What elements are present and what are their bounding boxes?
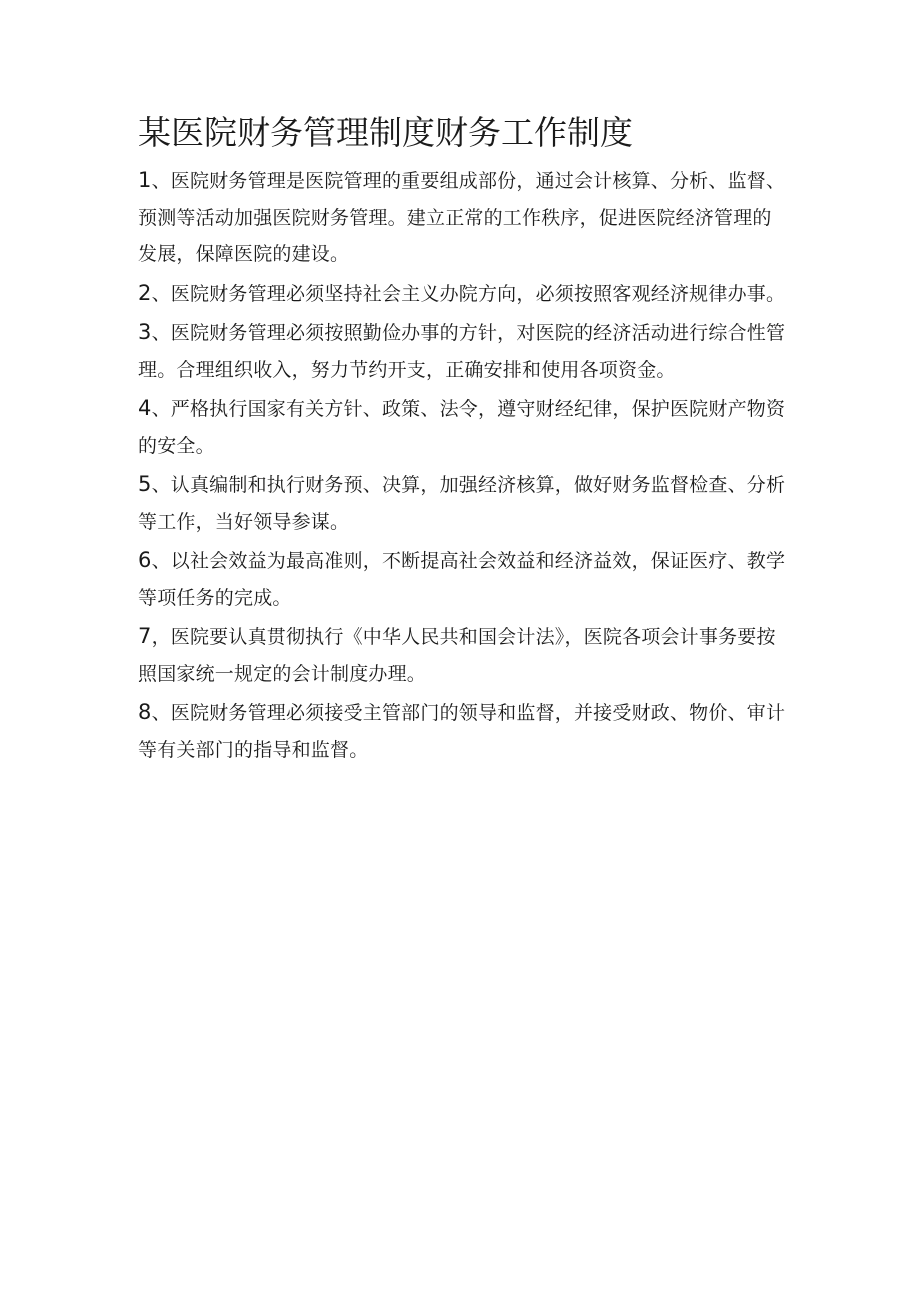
clause-number: 6 (138, 548, 152, 572)
clause-number: 3 (138, 320, 152, 344)
document-title: 某医院财务管理制度财务工作制度 (138, 113, 633, 152)
clause-list (138, 162, 788, 768)
clause-separator: 、 (151, 398, 171, 420)
clause-item (138, 618, 788, 692)
clause-text: 医院财务管理必须按照勤俭办事的方针，对医院的经济活动进行综合性管理。合理组织收入，努力节约开支，正确安排和使用各项资金。 (138, 322, 786, 381)
clause-separator: 、 (151, 282, 171, 305)
clause-item (138, 390, 788, 464)
clause-separator: 、 (151, 322, 171, 344)
clause-text: 医院财务管理必须接受主管部门的领导和监督，并接受财政、物价、审计等有关部门的指导和监督。 (138, 702, 786, 761)
clause-item (138, 162, 788, 273)
clause-separator: 、 (151, 474, 171, 496)
clause-item (138, 542, 788, 616)
clause-text: 以社会效益为最高准则，不断提高社会效益和经济益效，保证医疗、教学等项任务的完成。 (138, 550, 786, 609)
clause-separator: ， (151, 626, 171, 648)
clause-text: 医院要认真贯彻执行《中华人民共和国会计法》，医院各项会计事务要按照国家统一规定的会计制度办理。 (138, 626, 776, 685)
clause-text: 医院财务管理是医院管理的重要组成部份，通过会计核算、分析、监督、预测等活动加强医院财务管理。建立正常的工作秩序，促进医院经济管理的发展，保障医院的建设。 (138, 170, 786, 265)
clause-item (138, 275, 788, 313)
clause-item (138, 466, 788, 540)
clause-item (138, 694, 788, 768)
clause-item (138, 314, 788, 388)
clause-separator: 、 (151, 170, 171, 192)
clause-separator: 、 (151, 702, 171, 724)
clause-text: 医院财务管理必须坚持社会主义办院方向，必须按照客观经济规律办事。 (170, 282, 786, 305)
clause-text: 严格执行国家有关方针、政策、法令，遵守财经纪律，保护医院财产物资的安全。 (138, 398, 786, 457)
clause-number: 2 (138, 280, 152, 305)
clause-number: 1 (138, 168, 152, 192)
clause-separator: 、 (151, 550, 171, 572)
clause-number: 8 (138, 700, 152, 724)
clause-number: 7 (138, 624, 152, 648)
clause-text: 认真编制和执行财务预、决算，加强经济核算，做好财务监督检查、分析等工作，当好领导参谋。 (138, 474, 786, 533)
clause-number: 4 (138, 396, 152, 420)
clause-number: 5 (138, 472, 152, 496)
document-content (138, 110, 788, 770)
